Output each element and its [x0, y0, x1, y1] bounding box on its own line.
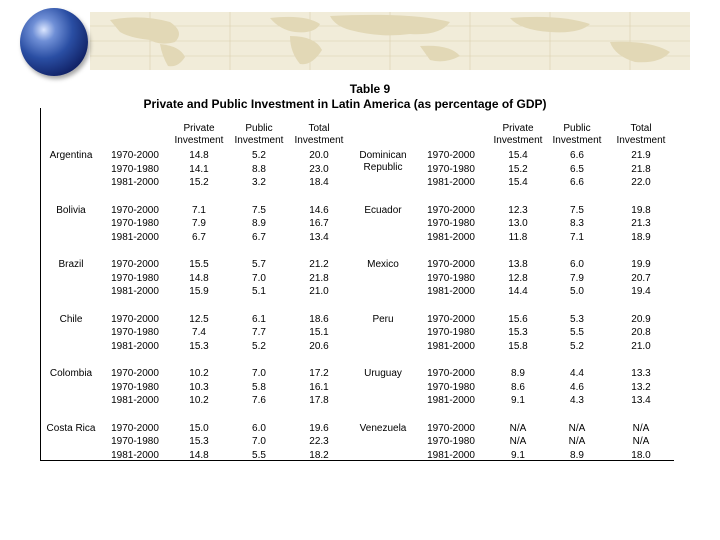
private-investment-cell: 12.3: [508, 204, 528, 216]
public-investment-cell: 7.0: [252, 436, 266, 447]
total-investment-cell: 19.8: [631, 204, 651, 216]
period-cell: 1970-1980: [111, 218, 159, 229]
total-investment-cell: 20.6: [309, 340, 329, 352]
total-investment-cell: 18.0: [631, 449, 651, 461]
private-investment-cell: 14.8: [189, 272, 209, 284]
period-cell: 1981-2000: [427, 177, 475, 188]
public-investment-cell: 4.3: [570, 395, 584, 406]
period-cell: 1970-1980: [111, 381, 159, 393]
private-investment-cell: 15.0: [189, 422, 209, 434]
world-map-graphic: [90, 12, 690, 70]
private-investment-cell: 14.8: [189, 150, 209, 161]
total-investment-cell: 16.1: [309, 381, 329, 393]
header-line: Investment: [616, 135, 666, 146]
table-subtitle: Private and Public Investment in Latin America (as percentage of GDP): [143, 97, 547, 111]
total-investment-cell: 22.0: [631, 177, 651, 188]
total-investment-cell: 16.7: [309, 218, 329, 229]
period-cell: 1970-2000: [427, 259, 475, 270]
private-investment-cell: 14.1: [189, 163, 209, 175]
private-investment-cell: N/A: [509, 422, 527, 434]
total-investment-cell: 21.8: [309, 272, 329, 284]
public-investment-cell: 5.5: [570, 327, 584, 338]
total-investment-cell: 19.9: [631, 259, 651, 270]
country-name: Ecuador: [364, 204, 402, 216]
period-cell: 1981-2000: [111, 449, 159, 461]
total-investment-cell: 18.9: [631, 231, 651, 243]
header-line: Total: [308, 123, 330, 134]
header-line: Private: [183, 123, 215, 134]
private-investment-cell: 15.2: [189, 177, 209, 188]
header-private-left: [172, 123, 226, 147]
private-investment-cell: 15.3: [508, 327, 528, 338]
total-investment-cell: 17.8: [309, 395, 329, 406]
total-investment-cell: 18.4: [309, 177, 329, 188]
private-investment-cell: 7.9: [192, 218, 206, 229]
header-total-right: [612, 123, 670, 147]
header-private-right: [490, 123, 546, 147]
period-cell: 1981-2000: [111, 395, 159, 406]
private-investment-cell: 7.1: [192, 204, 206, 216]
public-investment-cell: 7.9: [570, 272, 584, 284]
public-investment-cell: 5.7: [252, 259, 266, 270]
country-name: Chile: [59, 313, 83, 325]
total-investment-cell: 13.3: [631, 368, 651, 379]
period-cell: 1970-2000: [427, 422, 475, 434]
period-cell: 1970-2000: [111, 150, 159, 161]
public-investment-cell: 4.4: [570, 368, 584, 379]
country-name: Brazil: [58, 259, 84, 270]
period-cell: 1981-2000: [427, 395, 475, 406]
private-investment-cell: 10.2: [189, 368, 209, 379]
header-line: Investment: [552, 135, 602, 146]
public-investment-cell: 5.8: [252, 381, 266, 393]
period-cell: 1970-2000: [111, 368, 159, 379]
public-investment-cell: 8.9: [570, 449, 584, 461]
country-name: Colombia: [49, 368, 93, 379]
public-investment-cell: 5.2: [252, 340, 266, 352]
public-investment-cell: 6.0: [252, 422, 266, 434]
period-cell: 1970-2000: [427, 150, 475, 161]
period-cell: 1981-2000: [427, 449, 475, 461]
private-investment-cell: 12.5: [189, 313, 209, 325]
total-investment-cell: 21.0: [309, 286, 329, 297]
header-line: Public: [563, 123, 591, 134]
private-investment-cell: 6.7: [192, 231, 206, 243]
private-investment-cell: 11.8: [508, 231, 528, 243]
public-investment-cell: N/A: [568, 436, 586, 447]
header-total-left: [292, 123, 346, 147]
total-investment-cell: 23.0: [309, 163, 329, 175]
private-investment-cell: 15.4: [508, 150, 528, 161]
public-investment-cell: 7.6: [252, 395, 266, 406]
total-investment-cell: 13.4: [309, 231, 329, 243]
header-line: Investment: [294, 135, 344, 146]
period-cell: 1981-2000: [111, 340, 159, 352]
public-investment-cell: 5.3: [570, 313, 584, 325]
public-investment-cell: 7.5: [570, 204, 584, 216]
period-cell: 1970-2000: [427, 368, 475, 379]
private-investment-cell: 14.8: [189, 449, 209, 461]
public-investment-cell: 7.7: [252, 327, 266, 338]
period-cell: 1970-1980: [427, 272, 475, 284]
country-name: Argentina: [49, 150, 93, 161]
period-cell: 1970-2000: [111, 204, 159, 216]
public-investment-cell: 7.0: [252, 368, 266, 379]
private-investment-cell: 15.3: [189, 436, 209, 447]
total-investment-cell: 20.8: [631, 327, 651, 338]
total-investment-cell: 18.2: [309, 449, 329, 461]
private-investment-cell: 13.0: [508, 218, 528, 229]
world-map-banner: [90, 12, 690, 70]
period-cell: 1970-1980: [111, 327, 159, 338]
total-investment-cell: 13.4: [631, 395, 651, 406]
private-investment-cell: 15.5: [189, 259, 209, 270]
country-name: Mexico: [367, 259, 399, 270]
private-investment-cell: 15.3: [189, 340, 209, 352]
period-cell: 1970-2000: [111, 259, 159, 270]
country-name: Dominican: [359, 150, 407, 161]
period-cell: 1970-1980: [111, 436, 159, 447]
private-investment-cell: 7.4: [192, 327, 206, 338]
period-cell: 1981-2000: [427, 340, 475, 352]
period-cell: 1970-1980: [427, 327, 475, 338]
header-line: Investment: [174, 135, 224, 146]
header-public-right: [548, 123, 606, 147]
private-investment-cell: 10.2: [189, 395, 209, 406]
country-name: Peru: [372, 313, 394, 325]
period-cell: 1970-1980: [427, 218, 475, 229]
header-line: Total: [630, 123, 652, 134]
private-investment-cell: 15.9: [189, 286, 209, 297]
total-investment-cell: 21.2: [309, 259, 329, 270]
private-investment-cell: 8.9: [511, 368, 525, 379]
total-investment-cell: 15.1: [309, 327, 329, 338]
private-investment-cell: 15.6: [508, 313, 528, 325]
table-left-rule: [40, 108, 41, 461]
public-investment-cell: 3.2: [252, 177, 266, 188]
public-investment-cell: 5.0: [570, 286, 584, 297]
period-cell: 1981-2000: [427, 286, 475, 297]
public-investment-cell: N/A: [568, 422, 586, 434]
period-cell: 1981-2000: [111, 286, 159, 297]
public-investment-cell: 7.5: [252, 204, 266, 216]
private-investment-cell: 12.8: [508, 272, 528, 284]
country-name: Bolivia: [56, 204, 86, 216]
private-investment-cell: 13.8: [508, 259, 528, 270]
public-investment-cell: 5.2: [570, 340, 584, 352]
period-cell: 1970-2000: [427, 204, 475, 216]
period-cell: 1970-1980: [427, 381, 475, 393]
private-investment-cell: 10.3: [189, 381, 209, 393]
period-cell: 1981-2000: [427, 231, 475, 243]
public-investment-cell: 4.6: [570, 381, 584, 393]
total-investment-cell: 21.0: [631, 340, 651, 352]
country-name: Republic: [363, 162, 403, 173]
total-investment-cell: 13.2: [631, 381, 651, 393]
period-cell: 1970-2000: [427, 313, 475, 325]
public-investment-cell: 7.1: [570, 231, 584, 243]
total-investment-cell: 22.3: [309, 436, 329, 447]
private-investment-cell: 9.1: [511, 395, 525, 406]
public-investment-cell: 8.3: [570, 218, 584, 229]
period-cell: 1970-2000: [111, 313, 159, 325]
total-investment-cell: N/A: [632, 436, 650, 447]
public-investment-cell: 6.1: [252, 313, 266, 325]
public-investment-cell: 6.7: [252, 231, 266, 243]
private-investment-cell: 8.6: [511, 381, 525, 393]
header-line: Public: [245, 123, 273, 134]
period-cell: 1970-1980: [427, 163, 475, 175]
public-investment-cell: 5.5: [252, 449, 266, 461]
total-investment-cell: N/A: [632, 422, 650, 434]
public-investment-cell: 6.6: [570, 177, 584, 188]
period-cell: 1970-1980: [111, 163, 159, 175]
period-cell: 1970-2000: [111, 422, 159, 434]
header-line: Private: [502, 123, 534, 134]
table-title: Table 9: [349, 82, 391, 96]
period-cell: 1981-2000: [111, 231, 159, 243]
private-investment-cell: 14.4: [508, 286, 528, 297]
globe-icon: [20, 8, 88, 76]
header-line: Investment: [234, 135, 284, 146]
period-cell: 1970-1980: [427, 436, 475, 447]
country-name: Uruguay: [364, 368, 402, 379]
total-investment-cell: 19.6: [309, 422, 329, 434]
total-investment-cell: 18.6: [309, 313, 329, 325]
total-investment-cell: 20.0: [309, 150, 329, 161]
public-investment-cell: 8.9: [252, 218, 266, 229]
header-public-left: [230, 123, 288, 147]
total-investment-cell: 21.9: [631, 150, 651, 161]
public-investment-cell: 6.6: [570, 150, 584, 161]
total-investment-cell: 19.4: [631, 286, 651, 297]
total-investment-cell: 17.2: [309, 368, 329, 379]
public-investment-cell: 8.8: [252, 163, 266, 175]
private-investment-cell: 15.4: [508, 177, 528, 188]
total-investment-cell: 20.9: [631, 313, 651, 325]
public-investment-cell: 5.1: [252, 286, 266, 297]
total-investment-cell: 21.8: [631, 163, 651, 175]
public-investment-cell: 6.5: [570, 163, 584, 175]
country-name: Venezuela: [359, 422, 407, 434]
total-investment-cell: 14.6: [309, 204, 329, 216]
public-investment-cell: 5.2: [252, 150, 266, 161]
total-investment-cell: 21.3: [631, 218, 651, 229]
public-investment-cell: 7.0: [252, 272, 266, 284]
header-line: Investment: [493, 135, 543, 146]
private-investment-cell: 15.2: [508, 163, 528, 175]
country-name: Costa Rica: [46, 422, 96, 434]
private-investment-cell: 15.8: [508, 340, 528, 352]
private-investment-cell: N/A: [509, 436, 527, 447]
total-investment-cell: 20.7: [631, 272, 651, 284]
period-cell: 1970-1980: [111, 272, 159, 284]
period-cell: 1981-2000: [111, 177, 159, 188]
public-investment-cell: 6.0: [570, 259, 584, 270]
private-investment-cell: 9.1: [511, 449, 525, 461]
